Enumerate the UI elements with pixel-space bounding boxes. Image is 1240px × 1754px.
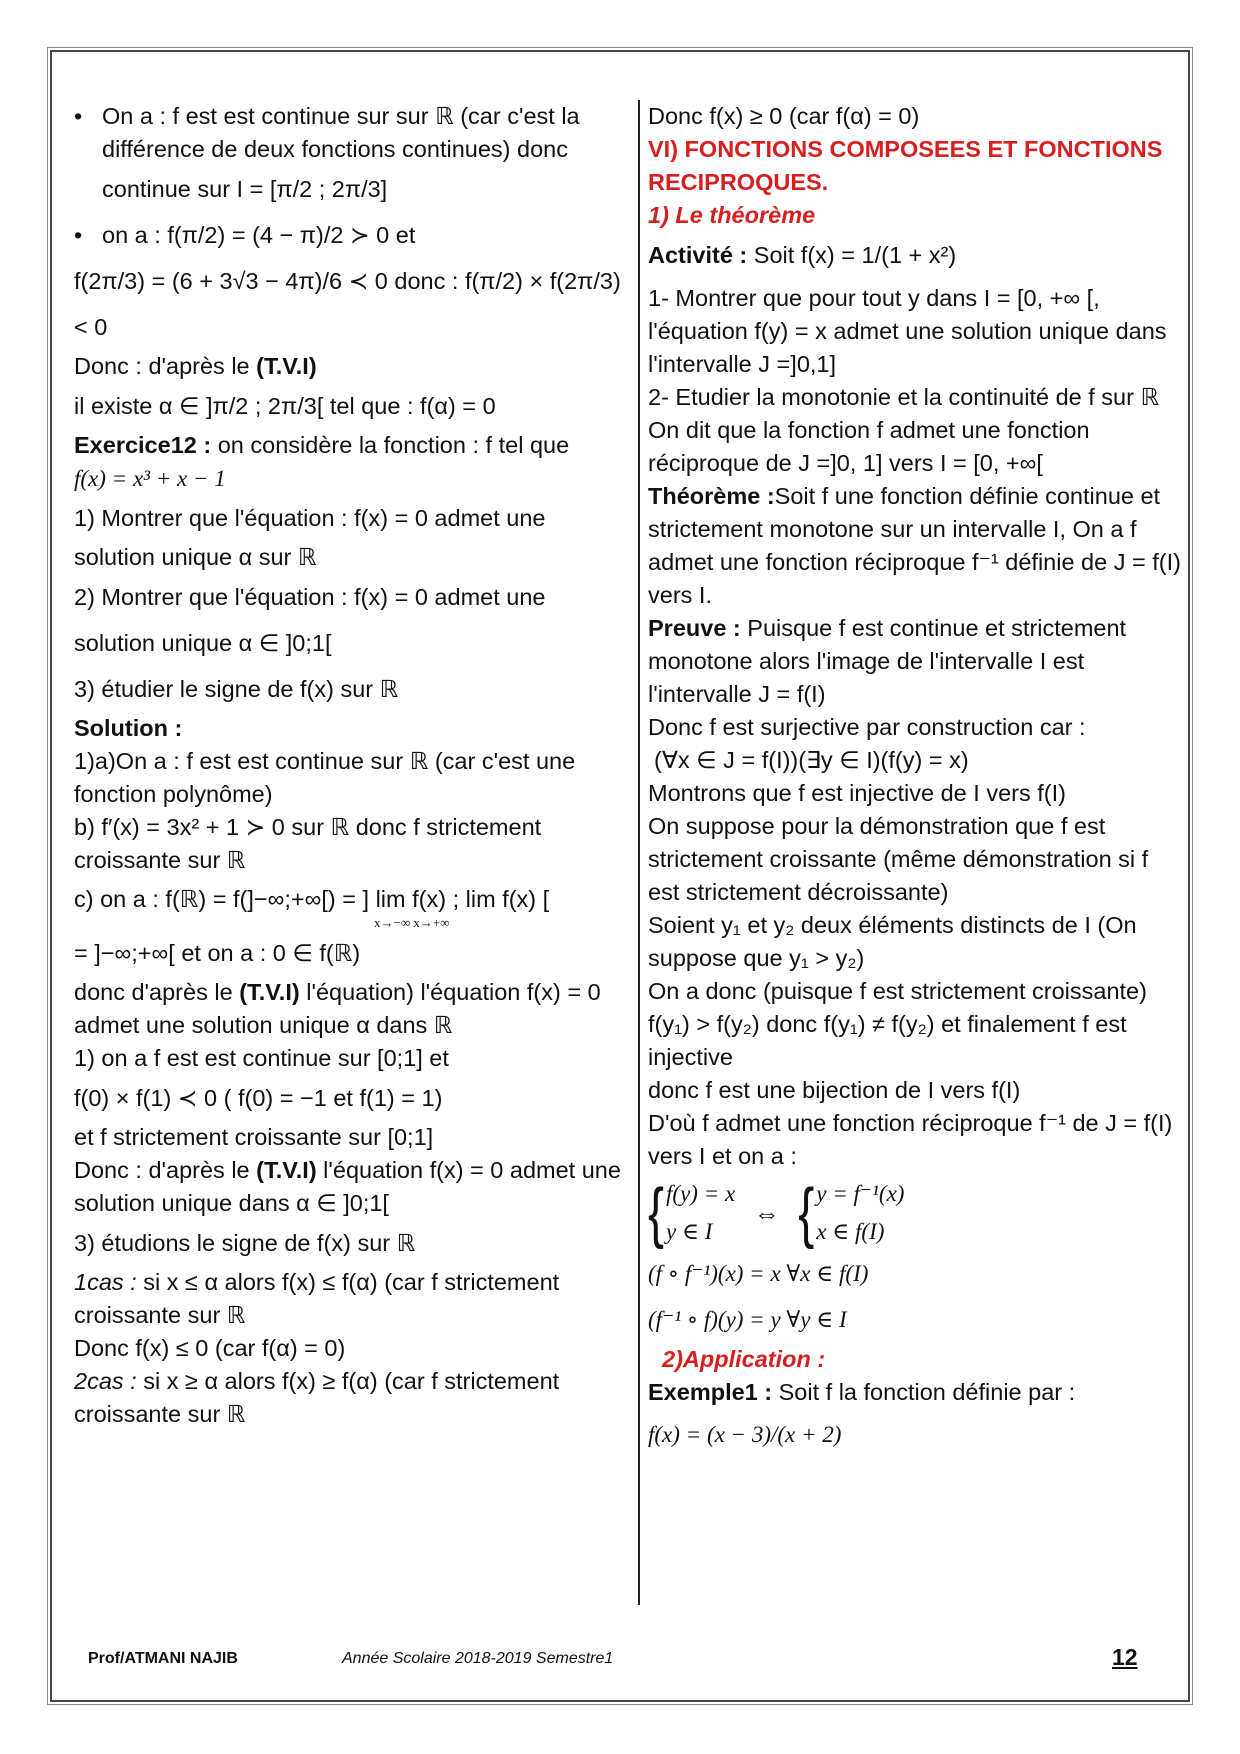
case-1-conclusion: Donc f(x) ≤ 0 (car f(α) = 0): [74, 1335, 346, 1361]
exercise-heading: Exercice12 : on considère la fonction : f tel que: [74, 432, 570, 458]
case-1: 1cas : si x ≤ α alors f(x) ≤ f(α) (car f strictement croissante sur ℝ: [74, 1269, 560, 1328]
proof-bijection: donc f est une bijection de I vers f(I): [648, 1077, 1021, 1103]
solution-1c: c) on a : f(ℝ) = f(]−∞;+∞[) = ] lim f(x) ; lim f(x) [: [74, 886, 550, 912]
theorem: Théorème :Soit f une fonction définie continue et strictement monotone sur un intervalle I, On a f admet une fonction réciproque f⁻¹ définie de J = f(I) vers I.: [648, 483, 1181, 608]
case-2: 2cas : si x ≥ α alors f(x) ≥ f(α) (car f strictement croissante sur ℝ: [74, 1368, 560, 1427]
page-number: 12: [1112, 1644, 1138, 1670]
proof-assumption: On suppose pour la démonstration que f est strictement croissante (même démonstration si f est strictement décroissante): [648, 813, 1149, 905]
interval-definition: continue sur I = [π/2 ; 2π/3]: [102, 176, 388, 202]
example-1-function: f(x) = (x − 3)/(x + 2): [648, 1422, 842, 1447]
solution-1c-result: = ]−∞;+∞[ et on a : 0 ∈ f(ℝ): [74, 940, 361, 966]
question-3: 3) étudier le signe de f(x) sur ℝ: [74, 676, 399, 702]
proof-quantifier: (∀x ∈ J = f(I))(∃y ∈ I)(f(y) = x): [654, 747, 969, 773]
question-1: 1) Montrer que l'équation : f(x) = 0 admet une: [74, 505, 546, 531]
continuity-statement: • On a : f est est continue sur sur ℝ (car c'est la différence de deux fonctions continues) donc: [74, 100, 626, 166]
activity-note: On dit que la fonction f admet une fonction réciproque de J =]0, 1] vers I = [0, +∞[: [648, 417, 1090, 476]
solution-heading: Solution :: [74, 715, 183, 741]
proof-inverse: D'où f admet une fonction réciproque f⁻¹ de J = f(I) vers I et on a :: [648, 1110, 1173, 1169]
proof-injective: Montrons que f est injective de I vers f(I): [648, 780, 1066, 806]
question-1b: solution unique α sur ℝ: [74, 544, 317, 570]
footer-author: Prof/ATMANI NAJIB: [88, 1650, 238, 1667]
solution-2-conclusion: Donc : d'après le (T.V.I) l'équation f(x) = 0 admet une solution unique dans α ∈ ]0;1[: [74, 1157, 621, 1216]
f-pi-over-2: • on a : f(π/2) = (4 − π)/2 ≻ 0 et: [74, 212, 626, 258]
solution-2-product: f(0) × f(1) ≺ 0 ( f(0) = −1 et f(1) = 1): [74, 1085, 443, 1111]
composition-2: (f⁻¹ ∘ f)(y) = y ∀y ∈ I: [648, 1307, 847, 1332]
solution-tvi: donc d'après le (T.V.I) l'équation) l'équation f(x) = 0 admet une solution unique α dans ℝ: [74, 979, 601, 1038]
section-vi-heading: VI) FONCTIONS COMPOSEES ET FONCTIONS RECIPROQUES.: [648, 136, 1163, 195]
solution-3-heading: 3) étudions le signe de f(x) sur ℝ: [74, 1230, 416, 1256]
activity-q2: 2- Etudier la monotonie et la continuité de f sur ℝ: [648, 384, 1160, 410]
activity: Activité : Soit f(x) = 1/(1 + x²): [648, 242, 957, 268]
equivalence-system: {f(y) = x y ∈ I ⇔ {y = f⁻¹(x) x ∈ f(I): [648, 1175, 905, 1251]
composition-1: (f ∘ f⁻¹)(x) = x ∀x ∈ f(I): [648, 1261, 869, 1286]
solution-2-monotone: et f strictement croissante sur [0;1]: [74, 1124, 434, 1150]
left-column: [74, 100, 626, 1431]
tvi-line: Donc : d'après le (T.V.I): [74, 353, 317, 379]
question-2b: solution unique α ∈ ]0;1[: [74, 630, 332, 656]
theorem-subheading: 1) Le théorème: [648, 202, 816, 228]
right-column: [648, 100, 1184, 1461]
solution-2-continuity: 1) on a f est est continue sur [0;1] et: [74, 1045, 449, 1071]
column-divider: [638, 100, 640, 1605]
application-heading: 2)Application :: [662, 1346, 826, 1372]
case-2-conclusion: Donc f(x) ≥ 0 (car f(α) = 0): [648, 103, 920, 129]
question-2: 2) Montrer que l'équation : f(x) = 0 admet une: [74, 584, 546, 610]
solution-1a: 1)a)On a : f est est continue sur ℝ (car c'est une fonction polynôme): [74, 748, 576, 807]
proof: Preuve : Puisque f est continue et strictement monotone alors l'image de l'intervalle I est l'intervalle J = f(I): [648, 615, 1127, 707]
solution-1b: b) f′(x) = 3x² + 1 ≻ 0 sur ℝ donc f strictement croissante sur ℝ: [74, 814, 542, 873]
proof-elements: Soient y₁ et y₂ deux éléments distincts de I (On suppose que y₁ > y₂): [648, 912, 1137, 971]
proof-inequality: On a donc (puisque f est strictement croissante) f(y₁) > f(y₂) donc f(y₁) ≠ f(y₂) et finalement f est injective: [648, 978, 1147, 1070]
proof-surjective: Donc f est surjective par construction car :: [648, 714, 1086, 740]
alpha-exists: il existe α ∈ ]π/2 ; 2π/3[ tel que : f(α) = 0: [74, 393, 496, 419]
f-2pi-over-3: f(2π/3) = (6 + 3√3 − 4π)/6 ≺ 0 donc : f(π/2) × f(2π/3) < 0: [74, 268, 621, 340]
example-1: Exemple1 : Soit f la fonction définie par :: [648, 1379, 1076, 1405]
activity-q1: 1- Montrer que pour tout y dans I = [0, +∞ [, l'équation f(y) = x admet une solution unique dans l'intervalle J =]0,1]: [648, 285, 1167, 377]
footer-year: Année Scolaire 2018-2019 Semestre1: [342, 1650, 614, 1667]
exercise-function: f(x) = x³ + x − 1: [74, 466, 226, 491]
limit-subscripts: x→−∞ x→+∞: [374, 915, 450, 930]
